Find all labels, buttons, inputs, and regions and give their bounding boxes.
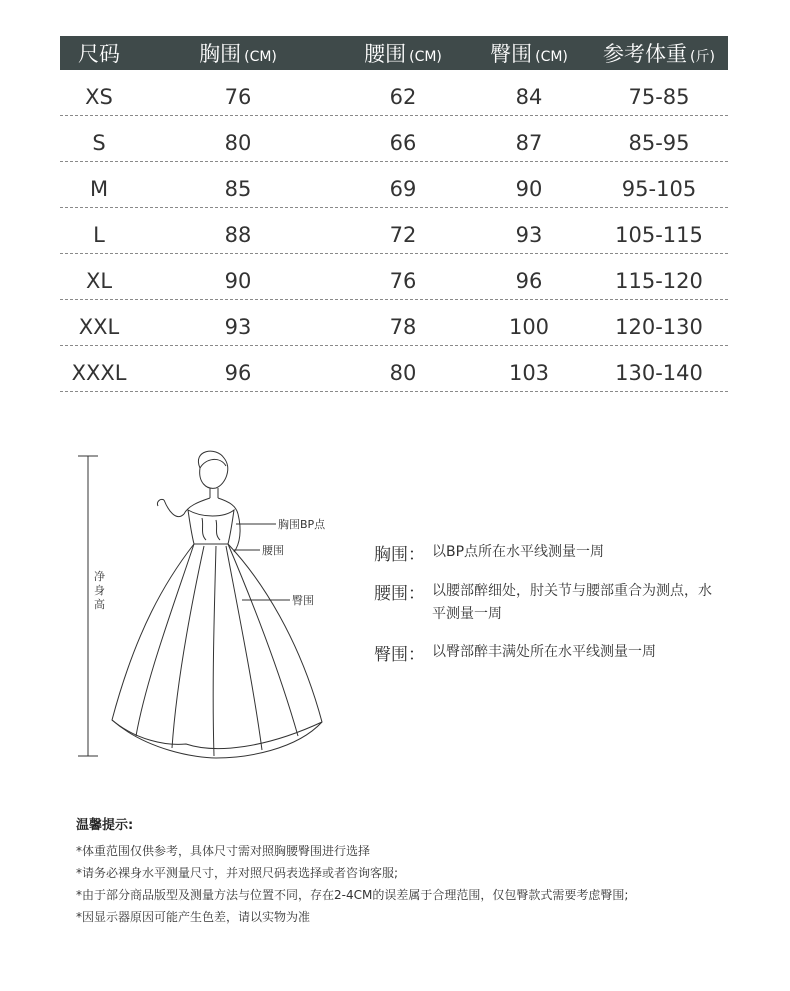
cell-hip: 103 <box>508 361 550 385</box>
cell-size: XXL <box>78 315 120 339</box>
header-unit: (CM) <box>409 49 442 65</box>
cell-hip: 96 <box>515 269 543 293</box>
cell-bust: 85 <box>224 177 252 201</box>
header-label: 腰围 <box>364 42 407 66</box>
header-weight <box>590 38 728 68</box>
cell-bust: 80 <box>224 131 252 155</box>
dress-illustration <box>76 440 346 780</box>
header-label: 胸围 <box>199 42 242 66</box>
cell-bust: 76 <box>224 85 252 109</box>
cell-bust: 93 <box>224 315 252 339</box>
table-header <box>60 36 728 70</box>
cell-size: XL <box>85 269 113 293</box>
measure-label: 胸围： <box>374 545 425 565</box>
cell-weight: 85-95 <box>628 131 690 155</box>
cell-size: XS <box>85 85 113 109</box>
size-table <box>60 36 728 392</box>
cell-hip: 93 <box>515 223 543 247</box>
tip-item: *请务必裸身水平测量尺寸，并对照尺码表选择或者咨询客服; <box>76 866 399 880</box>
cell-waist: 72 <box>389 223 417 247</box>
header-unit: (斤) <box>690 49 715 65</box>
table-row <box>60 208 728 254</box>
height-label-2: 身 <box>94 584 105 597</box>
hip-label: 臀围 <box>292 594 314 607</box>
tips-section <box>76 814 736 928</box>
cell-hip: 100 <box>508 315 550 339</box>
cell-waist: 78 <box>389 315 417 339</box>
measure-hip <box>374 640 734 665</box>
table-body <box>60 70 728 392</box>
header-label: 参考体重 <box>603 42 688 66</box>
header-unit: (CM) <box>244 49 277 65</box>
measure-label: 腰围： <box>374 584 425 604</box>
height-label-1: 净 <box>94 570 105 583</box>
measure-waist <box>374 579 734 626</box>
header-waist <box>338 38 468 68</box>
tips-title: 温馨提示: <box>76 818 134 833</box>
header-label: 尺码 <box>78 42 120 66</box>
table-row <box>60 116 728 162</box>
cell-size: XXXL <box>71 361 127 385</box>
cell-bust: 96 <box>224 361 252 385</box>
dress-sketch <box>76 440 346 780</box>
header-label: 臀围 <box>490 42 533 66</box>
cell-waist: 80 <box>389 361 417 385</box>
measurement-guide <box>374 540 734 679</box>
cell-size: L <box>93 223 105 247</box>
header-bust <box>138 38 338 68</box>
cell-hip: 84 <box>515 85 543 109</box>
cell-weight: 95-105 <box>621 177 697 201</box>
table-row <box>60 70 728 116</box>
cell-hip: 87 <box>515 131 543 155</box>
cell-size: S <box>92 131 106 155</box>
cell-size: M <box>89 177 109 201</box>
header-unit: (CM) <box>535 49 568 65</box>
bust-label: 胸围BP点 <box>278 518 326 531</box>
tip-item: *体重范围仅供参考，具体尺寸需对照胸腰臀围进行选择 <box>76 844 371 858</box>
cell-weight: 130-140 <box>615 361 703 385</box>
table-row <box>60 300 728 346</box>
table-row <box>60 346 728 392</box>
waist-label: 腰围 <box>262 544 284 557</box>
cell-waist: 62 <box>389 85 417 109</box>
measure-desc: 以臀部醉丰满处所在水平线测量一周 <box>432 644 656 660</box>
measure-label: 臀围： <box>374 645 425 665</box>
cell-weight: 105-115 <box>615 223 703 247</box>
cell-weight: 75-85 <box>628 85 690 109</box>
cell-waist: 66 <box>389 131 417 155</box>
header-hip <box>468 38 590 68</box>
cell-weight: 115-120 <box>615 269 703 293</box>
cell-bust: 90 <box>224 269 252 293</box>
cell-hip: 90 <box>515 177 543 201</box>
cell-weight: 120-130 <box>615 315 703 339</box>
header-size <box>60 38 138 68</box>
tip-item: *因显示器原因可能产生色差，请以实物为准 <box>76 910 311 924</box>
cell-bust: 88 <box>224 223 252 247</box>
cell-waist: 69 <box>389 177 417 201</box>
measure-bust <box>374 540 734 565</box>
table-row <box>60 162 728 208</box>
measure-desc: 以腰部醉细处，肘关节与腰部重合为测点，水平测量一周 <box>432 583 712 622</box>
cell-waist: 76 <box>389 269 417 293</box>
height-label-3: 高 <box>94 598 105 611</box>
table-row <box>60 254 728 300</box>
tip-item: *由于部分商品版型及测量方法与位置不同，存在2-4CM的误差属于合理范围，仅包臀款式需要考虑臀围; <box>76 888 629 902</box>
measure-desc: 以BP点所在水平线测量一周 <box>432 544 605 560</box>
